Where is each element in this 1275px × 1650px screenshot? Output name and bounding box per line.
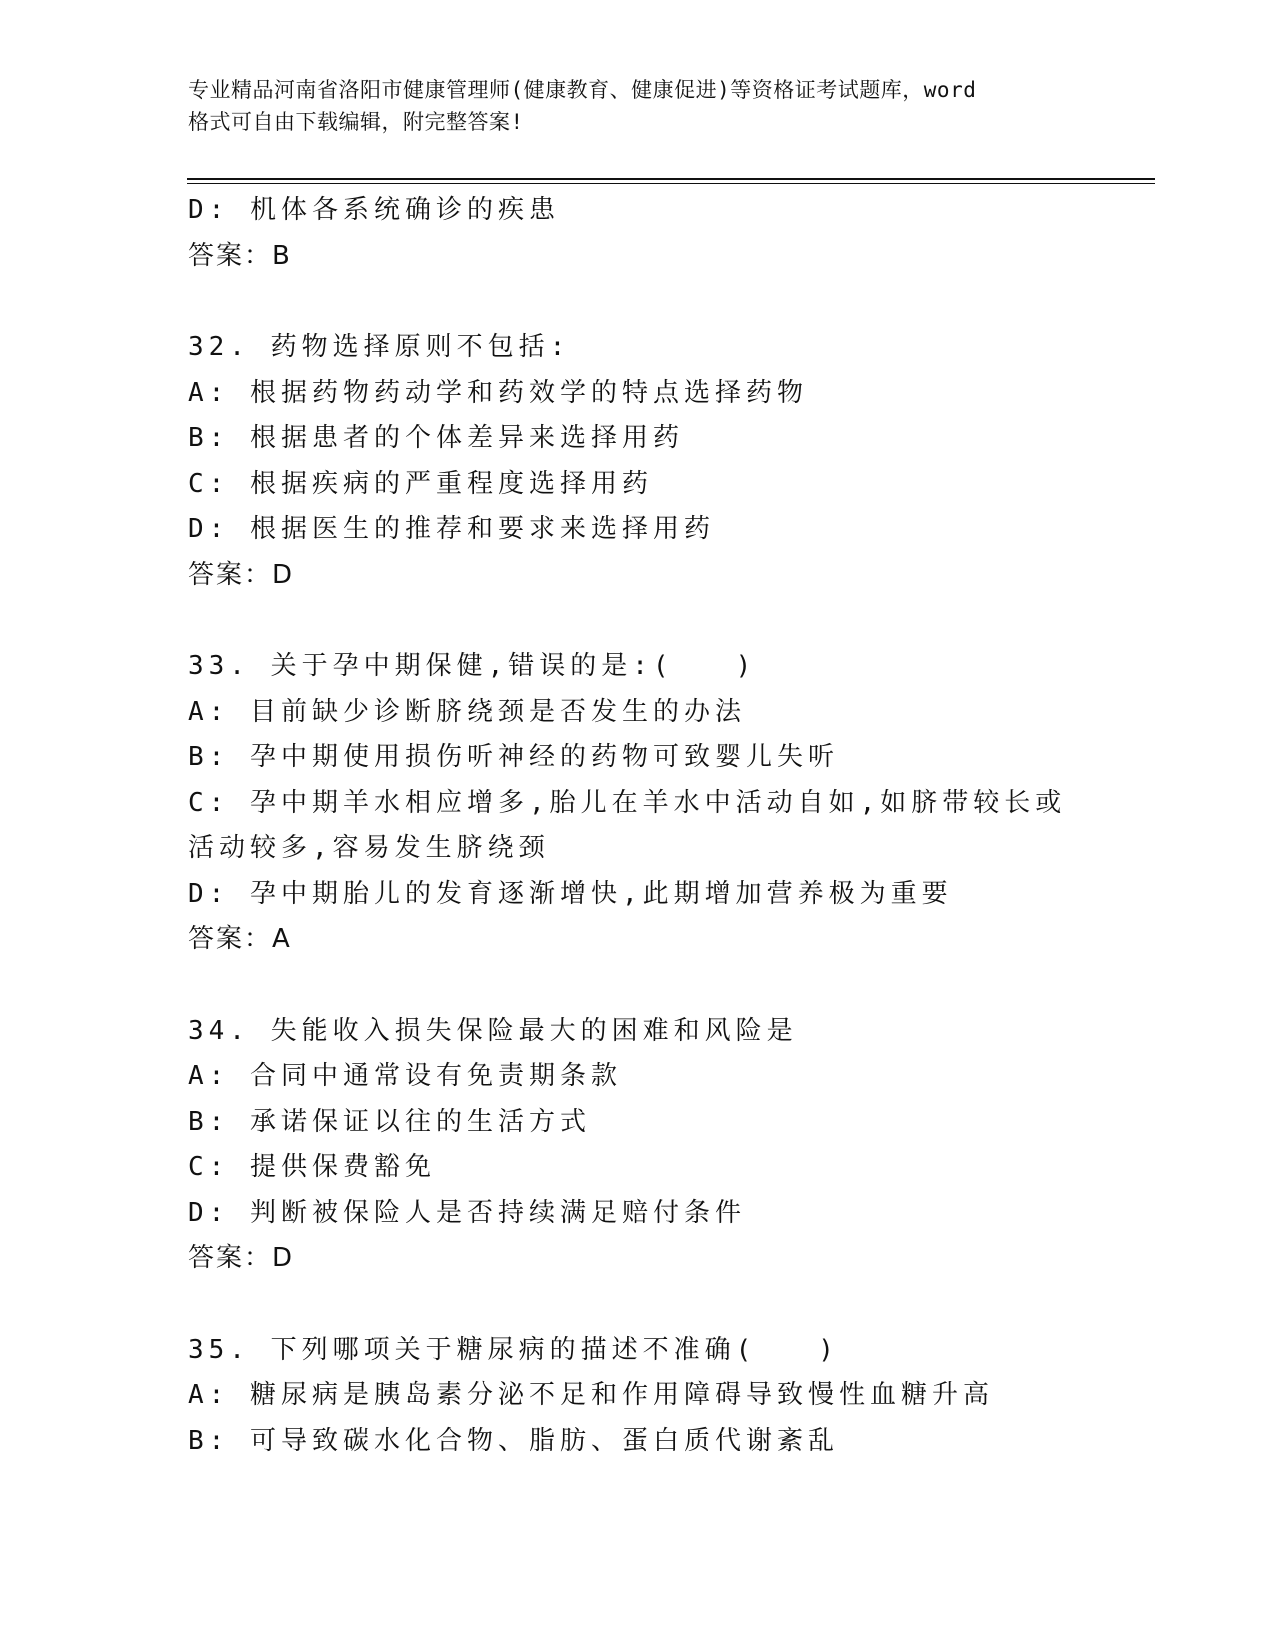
document-header [188, 74, 1088, 138]
question-35 [188, 1328, 1148, 1465]
spacer [188, 279, 1148, 325]
question-34 [188, 1009, 1148, 1282]
option-c: C: 根据疾病的严重程度选择用药 [188, 468, 653, 499]
option-d: D: 孕中期胎儿的发育逐渐增快,此期增加营养极为重要 [188, 878, 953, 909]
spacer [188, 598, 1148, 644]
option-d: D: 机体各系统确诊的疾患 [188, 195, 560, 225]
answer-line: 答案：B [188, 240, 292, 271]
option-d: D: 判断被保险人是否持续满足赔付条件 [188, 1197, 746, 1228]
question-list [188, 188, 1148, 1464]
header-rule-thin [187, 183, 1155, 184]
question-33 [188, 644, 1148, 963]
option-b: B: 承诺保证以往的生活方式 [188, 1106, 591, 1137]
answer-line: 答案：A [188, 924, 292, 954]
option-a: A: 根据药物药动学和药效学的特点选择药物 [188, 377, 808, 408]
option-d: D: 根据医生的推荐和要求来选择用药 [188, 514, 715, 544]
option-c: C: 孕中期羊水相应增多,胎儿在羊水中活动自如,如脐带较长或活动较多,容易发生脐绕颈 [188, 787, 1067, 863]
option-b: B: 可导致碳水化合物、脂肪、蛋白质代谢紊乱 [188, 1425, 839, 1456]
option-a: A: 合同中通常设有免责期条款 [188, 1061, 622, 1091]
header-line-2: 格式可自由下载编辑，附完整答案! [188, 110, 524, 134]
option-b: B: 根据患者的个体差异来选择用药 [188, 423, 684, 453]
option-a: A: 目前缺少诊断脐绕颈是否发生的办法 [188, 696, 746, 727]
option-c: C: 提供保费豁免 [188, 1152, 436, 1182]
header-rule-thick [187, 178, 1155, 180]
question-32 [188, 325, 1148, 598]
header-line-1: 专业精品河南省洛阳市健康管理师(健康教育、健康促进)等资格证考试题库，word [188, 78, 977, 102]
question-stem: 32. 药物选择原则不包括: [188, 332, 571, 362]
answer-line: 答案：D [188, 1243, 295, 1273]
question-stem: 34. 失能收入损失保险最大的困难和风险是 [188, 1015, 798, 1046]
spacer [188, 1282, 1148, 1328]
question-stem: 33. 关于孕中期保健,错误的是:( ) [188, 651, 757, 681]
option-a: A: 糖尿病是胰岛素分泌不足和作用障碍导致慢性血糖升高 [188, 1380, 994, 1410]
question-stem: 35. 下列哪项关于糖尿病的描述不准确( ) [188, 1334, 839, 1365]
answer-line: 答案：D [188, 559, 295, 590]
question-31 [188, 188, 1148, 279]
spacer [188, 963, 1148, 1009]
option-b: B: 孕中期使用损伤听神经的药物可致婴儿失听 [188, 742, 839, 772]
